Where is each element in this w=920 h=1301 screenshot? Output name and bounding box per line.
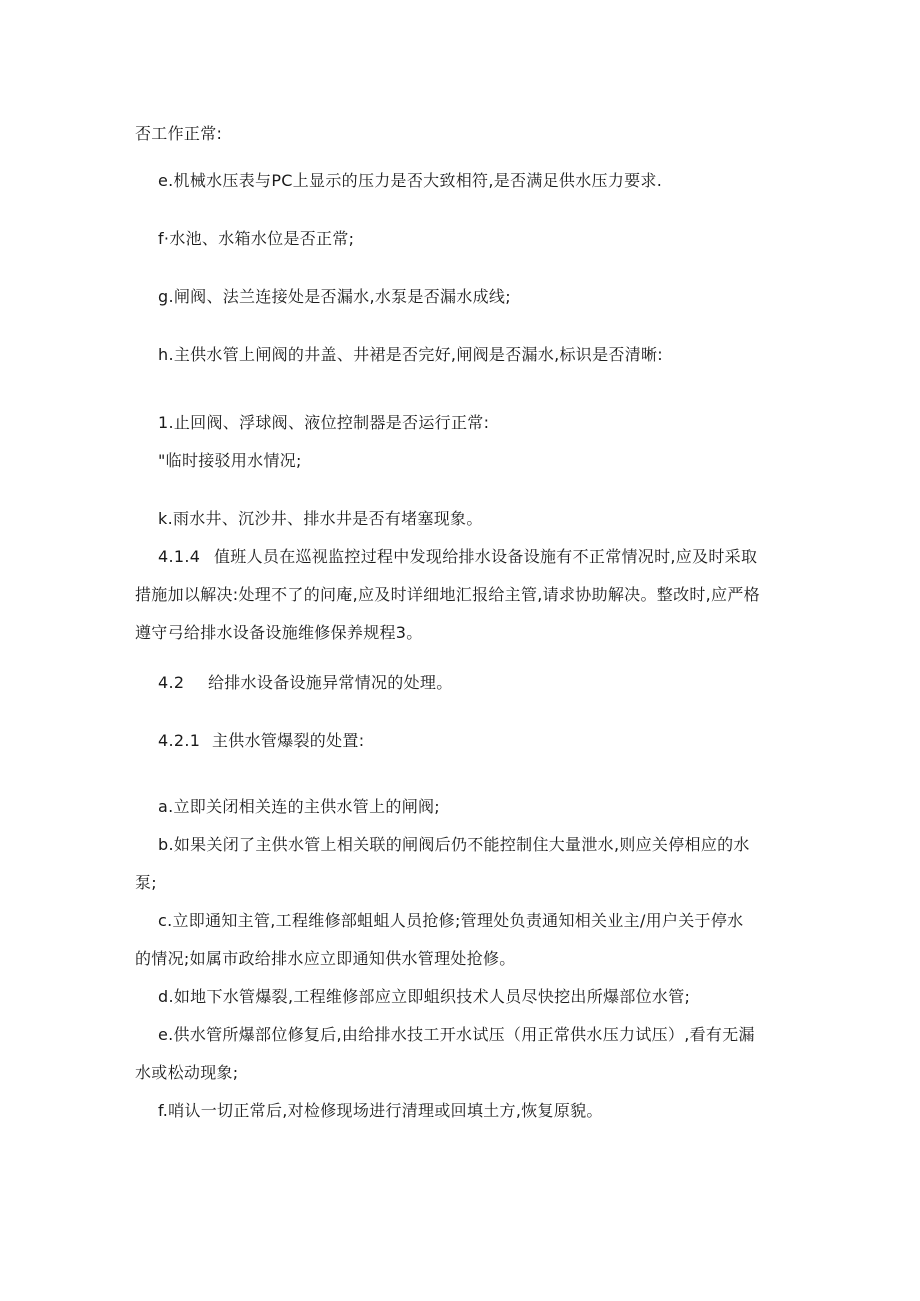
section-text: 值班人员在巡视监控过程中发现给排水设备设施有不正常情况时,应及时采取: [214, 547, 758, 566]
check-item-j: "临时接驳用水情况;: [158, 451, 302, 470]
section-4-1-4-line-1: [158, 546, 757, 568]
section-number: 4.2.1: [158, 731, 201, 750]
section-title: 主供水管爆裂的处置:: [212, 731, 365, 750]
check-item-e: e.机械水压表与PC上显示的压力是否大致相符,是否满足供水压力要求.: [158, 171, 663, 190]
check-item-k: k.雨水井、沉沙井、排水井是否有堵塞现象。: [158, 509, 483, 528]
section-4-1-4-line-3: 遵守弓给排水设备设施维修保养规程3。: [135, 623, 423, 642]
procedure-item-b-line-2: 泵;: [135, 873, 157, 892]
procedure-item-e-line-2: 水或松动现象;: [135, 1063, 239, 1082]
section-4-2-1-heading: [158, 730, 364, 752]
procedure-item-d: d.如地下水管爆裂,工程维修部应立即蛆织技术人员尽快挖出所爆部位水管;: [158, 987, 691, 1006]
section-title: 给排水设备设施异常情况的处理。: [208, 673, 453, 692]
procedure-item-b-line-1: b.如果关闭了主供水管上相关联的闸阀后仍不能控制住大量泄水,则应关停相应的水: [158, 835, 750, 854]
check-item-g: g.闸阀、法兰连接处是否漏水,水泵是否漏水成线;: [158, 287, 511, 306]
check-item-h: h.主供水管上闸阀的井盖、井裙是否完好,闸阀是否漏水,标识是否清晰:: [158, 345, 663, 364]
procedure-item-e-line-1: e.供水管所爆部位修复后,由给排水技工开水试压（用正常供水压力试压）,看有无漏: [158, 1025, 755, 1044]
section-4-1-4-line-2: 措施加以解决:处理不了的问庵,应及时详细地汇报给主管,请求协助解决。整改时,应严格: [135, 585, 760, 604]
procedure-item-c-line-1: c.立即通知主管,工程维修部蛆蛆人员抢修;管理处负责通知相关业主/用户关于停水: [158, 911, 744, 930]
section-number: 4.2: [158, 673, 185, 692]
check-item-f: f·水池、水箱水位是否正常;: [158, 229, 355, 248]
procedure-item-c-line-2: 的情况;如属市政给排水应立即通知供水管理处抢修。: [135, 949, 516, 968]
procedure-item-f: f.哨认一切正常后,对检修现场进行清理或回填土方,恢复原貌。: [158, 1101, 603, 1120]
section-number: 4.1.4: [158, 547, 201, 566]
procedure-item-a: a.立即关闭相关连的主供水管上的闸阀;: [158, 797, 440, 816]
check-item-i: 1.止回阀、浮球阀、液位控制器是否运行正常:: [158, 413, 490, 432]
section-4-2-heading: [158, 672, 453, 694]
paragraph-continuation: 否工作正常:: [135, 124, 223, 143]
